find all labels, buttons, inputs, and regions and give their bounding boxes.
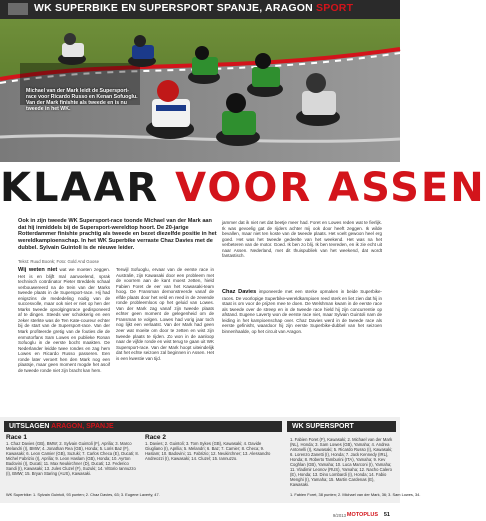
photo-caption: Michael van der Mark leidt de Supersport-race voor Ricardo Russo en Kenan Sofuoglu. Van der Mark finishte als tweede en is nu tweede in het WK. [26, 88, 138, 113]
section-header-bar [0, 0, 400, 19]
race-1-results [6, 435, 140, 476]
column-1-text: wat we moeten zeggen. Het is en blijft mal aanvoelend, sprak technisch coördinator Pieter Breddels schaal verbouwereerd na de trein van der Marks tweede plaats in de Supersport-race. Hij had enigszins de mededeling nodig van de succesvolle, maar ook niet er niet op hen der Marks tweede opvolgingsrace gedisponeerd af te dingen. Steeds wer schokkerig en een zeker sterkte was de Ten Kate-coureur echter bij de start van de Supersport-race. Van der Mark profiteerde gretig van de fouties die de enmotorfans Sam Lowes en publieke Ronan Sofuoglu in de eerste bocht maakten. De Nederlander leidde twee rondes en zag hem Lowes en Ricardo Russo passeren. Een ronde later veroert hen den Mark nog een plaatsje, maar geen moment mogde het asoif de tweede ronde niet zijn bracht kan hem. [18, 267, 110, 373]
results-box [0, 417, 421, 503]
section-title [34, 2, 353, 14]
page-footer [0, 511, 400, 521]
race-photo [0, 19, 400, 162]
page-number: 51 [383, 512, 390, 518]
article-column-1 [18, 267, 110, 373]
supersport-title: WK SUPERSPORT [292, 422, 354, 430]
results-title: UITSLAGEN [9, 422, 50, 430]
article-column-2 [116, 267, 214, 361]
superbike-standings: WK Superbike: 1. Sylvain Guintoli, 93 punten; 2. Chaz Davies, 63; 3. Eugene Laverty, 47. [6, 492, 160, 497]
race-1-title: Race 1 [6, 434, 27, 441]
race-2-title: Race 2 [145, 434, 166, 441]
section-title-main: WK SUPERBIKE EN SUPERSPORT SPANJE, ARAGON [34, 2, 313, 14]
article-column-3-top [222, 220, 382, 259]
column-3-lead-in: Chaz Davies [222, 289, 257, 295]
column-3b-text: imponeerde met een sterke opmaken in beide Superbike-races. De voorlopige Superbike-wereldkampioen reed sterk en liet zien dat hij in staat is om voor de prijzen mee te doen. De Welshman kwam in de eerste race als tweede over de streep en in de tweede race hield hij zijn concurrentie op afstand. Eugene Laverty won de eerste race niet, maar Sylvain Guintoli nam de leiding in het kampioenschap over. Chaz Davies werd in de tweede race als eerste gefinisht, waardoor hij zijn eerste Superbike-dubbel van het seizoen binnenhaalde, op het circuit van Aragon. [222, 289, 382, 334]
race-2-list: 1. Davies; 2. Guintoli; 3. Tom Sykes (GB), Kawasaki; 4. Davide Giugliano (I), Aprilia; 5. Melandri; 6. Baz; 7. Camier; 8. Checa; 9. Haslam; 10. Badovini; 11. Fabrizio; 12. Neukirchner; 13. Alessandro Andreozzi (I), Kawasaki; 14. Cluzel; 15. Iannuzzo. [145, 441, 271, 461]
supersport-list: 1. Fabien Foret (F), Kawasaki; 2. Michael van der Mark (NL), Honda; 3. Sam Lowes (GB), Yamaha; 4. Andrea Antonelli (I), Kawasaki; 5. Ricardo Russo (I), Kawasaki; 6. Lorenzo Zanetti (I), Honda; 7. Jack Kennedy (IRL), Honda; 8. Roberto Tamburini (ITA), Yamaha; 9. Kev Coghlan (GB), Yamaha; 10. Luca Marconi (I), Yamaha; 11. Vladimir Leonov (RUS), Yamaha; 12. Nacho Calero (E), Honda; 13. Dino Lombardi (I), Honda; 14. Fabio Menghi (I), Yamaha; 15. Martin Cardenas (E), Kawasaki. [290, 437, 393, 487]
results-header-bar [4, 421, 282, 432]
supersport-results [290, 437, 394, 487]
column-1-lead-in: Wij weten niet [18, 267, 58, 273]
supersport-standings: 1. Fabien Foret, 38 punten; 2. Michael van der Mark, 36; 3. Sam Lowes, 34. [290, 492, 421, 497]
column-2-text: Terwijl Sofuoglu, ervaar van de eerste race in Australië, zijn Kawasaki door een probleem met de voorrem aan de kant moest zetten, hield Fabien Foret de eer van het Kawasaki-team hoog. De Fransman demonstreerde vanaf de elfde plaats door het veld en reed in de zevende ronde probleemloos op het geluid van Lowes. Van der Mark zag vanaf zijn tweede plaats echter geen moment de gelegenheid om de Fransman te volgen. Lowes had vorig jaar toch nog lijkt een verlaatst. Van der Mark had geen zeer wat moeite om door te zetten en wist zijn tweede plaats te rijden. Zo won in de aanloop naar de vijfde ronde en wist terug te gaan uit WK Supersport-race. Van der Mark hoopt uiteindelijk dat het echte seizoen zal beginnen in Assen. Het is een kwestie van tijd. [116, 267, 214, 361]
race-1-list: 1. Chaz Davies (GB), BMW; 2. Sylvain Guintoli (F), Aprilia; 3. Marco Melandri (I), BMW; 4. Jonathan Rea (GB), Honda; 5. Loris Baz (F), Kawasaki; 6. Leon Camier (GB), Suzuki; 7. Carlos Checa (E), Ducati; 8. Michel Fabrizio (I), Aprilia; 9. Leon Haslam (GB), Honda; 10. Ayrton Badovini (I), Ducati; 11. Max Neukirchner (D), Ducati; 12. Federico Sandi (I), Kawasaki; 13. Jules Cluzel (F), Suzuki; 14. Vittorio Iannuzzo (I), BMW; 15. Bryan Staring (AUS), Kawasaki. [6, 441, 139, 476]
headline-part-1: KLAAR [0, 165, 160, 211]
magazine-brand: MOTOPLUS [346, 512, 378, 518]
article-column-3-bottom [222, 289, 382, 334]
photo-credit: Tekst: Ruud Boonk; Foto: Gold And Goose [18, 259, 99, 264]
race-2-results [145, 435, 277, 461]
headline-part-2: VOOR ASSEN [175, 165, 486, 211]
section-title-accent: SPORT [316, 2, 354, 14]
issue-date: 9/2013 [332, 513, 346, 518]
header-marker [8, 3, 28, 15]
lead-paragraph: Ook in zijn tweede WK Supersport-race toonde Michael van der Mark aan dat hij inmiddels bij de Supersport-wereldtop hoort. De 20-jarige Rotterdammer finishte prachtig als tweede en bezet diezelfde positie in het wereldkampioenschap. In het WK Superbike verraste Chaz Davies met de dubbel. Sylvain Guintoli is de nieuwe leider. [18, 218, 217, 251]
column-3-text: jammer dat ik niet net dat beetje meer had. Foret en Lowes reden wat te fierlijk. Ik was gevoelig gat de rijders achter mij ook door heeft zeggen. Ik wilde bevallen, maar niet ten koste van de tweede plaats. Het voelt gewoon heel erg goed. Het was het tweede gedeelte van het weekend. Het was na het verbeteren van de motor. Goed. Ik ben zo blij. Ik ben tevreden, en ik zie echt uit naar Assen. Nederland, met dit thuispubliek van het weekend, dat wordt fantastisch. [222, 220, 382, 259]
results-location: ARAGON, SPANJE [51, 422, 114, 430]
supersport-header-bar [287, 421, 396, 432]
headline [0, 162, 486, 216]
